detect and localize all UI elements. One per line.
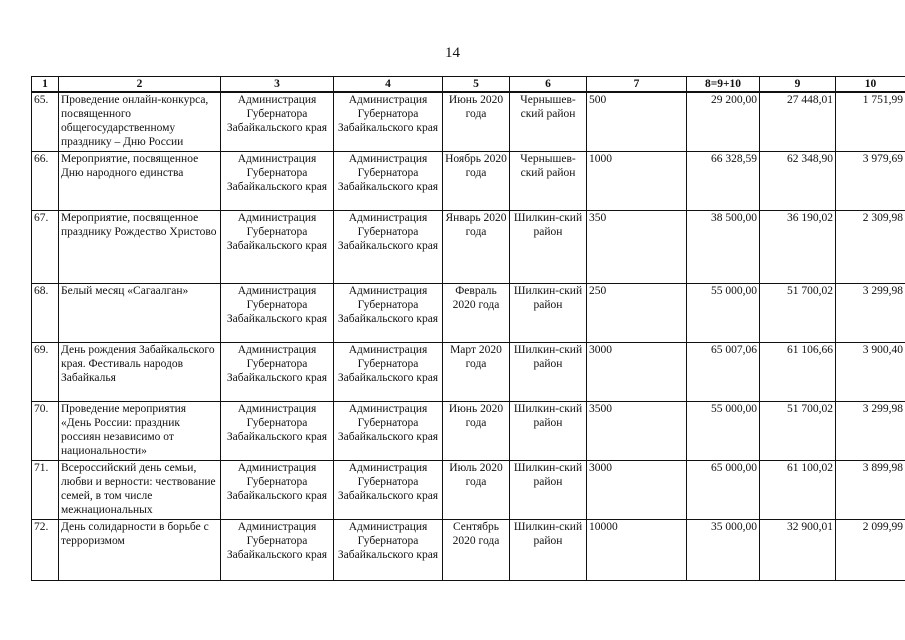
event-area: Шилкин-ский район [510,211,587,284]
row-number: 71. [32,461,59,520]
table-row [32,461,905,520]
total-amount: 55 000,00 [687,402,760,461]
amount-col9: 62 348,90 [760,152,836,211]
amount-col10: 3 979,69 [836,152,905,211]
event-name: День солидарности в борьбе с терроризмом [59,520,221,581]
event-name: Проведение мероприятия «День России: праздник россиян независимо от национальности» [59,402,221,461]
header-cell: 5 [443,77,510,93]
amount-col10: 1 751,99 [836,92,905,152]
event-date: Июнь 2020 года [443,92,510,152]
event-date: Март 2020 года [443,343,510,402]
event-date: Ноябрь 2020 года [443,152,510,211]
amount-col10: 3 299,98 [836,402,905,461]
executor: Администрация Губернатора Забайкальского края [334,343,443,402]
total-amount: 38 500,00 [687,211,760,284]
table-row [32,152,905,211]
row-number: 68. [32,284,59,343]
executor: Администрация Губернатора Забайкальского края [334,402,443,461]
participant-count: 10000 [587,520,687,581]
organizer: Администрация Губернатора Забайкальского края [221,92,334,152]
amount-col10: 3 899,98 [836,461,905,520]
header-cell: 3 [221,77,334,93]
participant-count: 3500 [587,402,687,461]
header-row [32,77,905,93]
event-name: Всероссийский день семьи, любви и верности: чествование семей, в том числе межнациональных [59,461,221,520]
table-row [32,284,905,343]
participant-count: 3000 [587,343,687,402]
header-cell: 7 [587,77,687,93]
event-area: Шилкин-ский район [510,402,587,461]
row-number: 70. [32,402,59,461]
executor: Администрация Губернатора Забайкальского края [334,92,443,152]
executor: Администрация Губернатора Забайкальского края [334,520,443,581]
event-name: День рождения Забайкальского края. Фестиваль народов Забайкалья [59,343,221,402]
event-name: Мероприятие, посвященное празднику Рождество Христово [59,211,221,284]
events-table [31,76,905,581]
row-number: 65. [32,92,59,152]
table-row [32,520,905,581]
event-date: Июль 2020 года [443,461,510,520]
header-cell: 2 [59,77,221,93]
table-row [32,211,905,284]
executor: Администрация Губернатора Забайкальского края [334,211,443,284]
amount-col9: 36 190,02 [760,211,836,284]
organizer: Администрация Губернатора Забайкальского края [221,520,334,581]
organizer: Администрация Губернатора Забайкальского края [221,343,334,402]
amount-col9: 61 100,02 [760,461,836,520]
table-row [32,343,905,402]
participant-count: 500 [587,92,687,152]
amount-col9: 27 448,01 [760,92,836,152]
header-cell: 6 [510,77,587,93]
amount-col10: 2 309,98 [836,211,905,284]
organizer: Администрация Губернатора Забайкальского края [221,284,334,343]
event-area: Шилкин-ский район [510,284,587,343]
executor: Администрация Губернатора Забайкальского края [334,284,443,343]
participant-count: 250 [587,284,687,343]
participant-count: 1000 [587,152,687,211]
event-name: Белый месяц «Сагаалган» [59,284,221,343]
organizer: Администрация Губернатора Забайкальского края [221,461,334,520]
row-number: 72. [32,520,59,581]
event-date: Февраль 2020 года [443,284,510,343]
page-number: 14 [445,45,460,61]
event-area: Чернышев-ский район [510,92,587,152]
event-date: Сентябрь 2020 года [443,520,510,581]
row-number: 66. [32,152,59,211]
header-cell: 9 [760,77,836,93]
amount-col10: 3 299,98 [836,284,905,343]
amount-col9: 61 106,66 [760,343,836,402]
event-name: Проведение онлайн-конкурса, посвященного общегосударственному празднику – Дню России [59,92,221,152]
total-amount: 35 000,00 [687,520,760,581]
total-amount: 29 200,00 [687,92,760,152]
row-number: 69. [32,343,59,402]
participant-count: 3000 [587,461,687,520]
organizer: Администрация Губернатора Забайкальского края [221,152,334,211]
table-row [32,402,905,461]
total-amount: 65 007,06 [687,343,760,402]
header-cell: 10 [836,77,905,93]
event-name: Мероприятие, посвященное Дню народного единства [59,152,221,211]
event-date: Июнь 2020 года [443,402,510,461]
header-cell: 4 [334,77,443,93]
amount-col9: 51 700,02 [760,402,836,461]
event-area: Чернышев-ский район [510,152,587,211]
table-row [32,92,905,152]
event-date: Январь 2020 года [443,211,510,284]
participant-count: 350 [587,211,687,284]
row-number: 67. [32,211,59,284]
executor: Администрация Губернатора Забайкальского края [334,461,443,520]
total-amount: 65 000,00 [687,461,760,520]
event-area: Шилкин-ский район [510,343,587,402]
event-area: Шилкин-ский район [510,461,587,520]
header-cell: 8=9+10 [687,77,760,93]
event-area: Шилкин-ский район [510,520,587,581]
total-amount: 66 328,59 [687,152,760,211]
organizer: Администрация Губернатора Забайкальского края [221,211,334,284]
amount-col9: 51 700,02 [760,284,836,343]
amount-col9: 32 900,01 [760,520,836,581]
amount-col10: 3 900,40 [836,343,905,402]
header-cell: 1 [32,77,59,93]
amount-col10: 2 099,99 [836,520,905,581]
organizer: Администрация Губернатора Забайкальского края [221,402,334,461]
executor: Администрация Губернатора Забайкальского края [334,152,443,211]
total-amount: 55 000,00 [687,284,760,343]
